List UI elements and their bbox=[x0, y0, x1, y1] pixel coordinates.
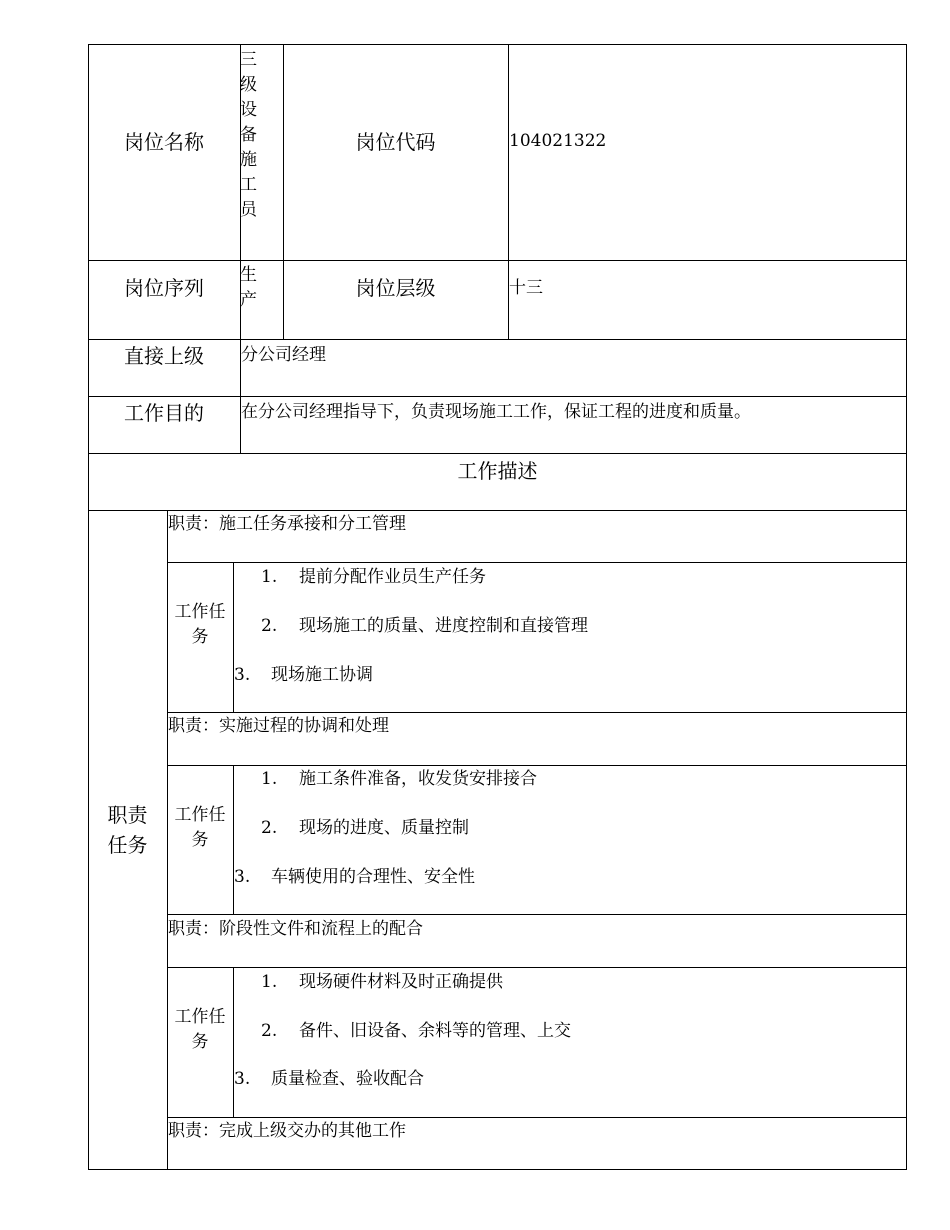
position-series-label: 岗位序列 bbox=[124, 276, 204, 300]
work-purpose-value: 在分公司经理指导下，负责现场施工工作，保证工程的进度和质量。 bbox=[241, 402, 751, 422]
duty-title: 职责：施工任务承接和分工管理 bbox=[168, 514, 406, 534]
task-item: 质量检查、验收配合 bbox=[271, 1069, 424, 1089]
task-label bbox=[167, 1005, 233, 1055]
task-item: 现场硬件材料及时正确提供 bbox=[299, 972, 503, 992]
task-label-text: 工作任务 bbox=[174, 805, 226, 850]
duty-task-label-text: 职责任务 bbox=[107, 803, 148, 857]
task-label-text: 工作任务 bbox=[174, 1007, 226, 1052]
task-number: 2. bbox=[261, 616, 278, 636]
position-level-label: 岗位层级 bbox=[355, 276, 436, 300]
task-item: 车辆使用的合理性、安全性 bbox=[271, 867, 475, 887]
task-item: 现场施工协调 bbox=[271, 665, 373, 685]
task-item: 提前分配作业员生产任务 bbox=[299, 567, 486, 587]
duty-title: 职责：阶段性文件和流程上的配合 bbox=[168, 919, 423, 939]
task-label bbox=[167, 600, 233, 650]
position-series-value: 生产 bbox=[240, 265, 257, 310]
task-number: 1. bbox=[261, 769, 278, 789]
task-item: 现场施工的质量、进度控制和直接管理 bbox=[299, 616, 588, 636]
position-level-value: 十三 bbox=[509, 278, 543, 298]
duty-task-label bbox=[88, 800, 167, 860]
task-number: 3. bbox=[234, 1069, 251, 1089]
position-name-value: 三级设备施工员 bbox=[240, 50, 257, 220]
task-number: 2. bbox=[261, 818, 278, 838]
duty-title: 职责：实施过程的协调和处理 bbox=[168, 716, 389, 736]
task-number: 3. bbox=[234, 867, 251, 887]
task-number: 1. bbox=[261, 567, 278, 587]
task-item: 现场的进度、质量控制 bbox=[299, 818, 469, 838]
task-number: 3. bbox=[234, 665, 251, 685]
task-number: 1. bbox=[261, 972, 278, 992]
work-description-title: 工作描述 bbox=[457, 459, 538, 483]
position-name-label: 岗位名称 bbox=[124, 130, 204, 154]
task-label bbox=[167, 803, 233, 853]
duty-title: 职责：完成上级交办的其他工作 bbox=[168, 1121, 406, 1141]
direct-superior-value: 分公司经理 bbox=[241, 345, 326, 365]
task-item: 施工条件准备，收发货安排接合 bbox=[299, 769, 537, 789]
position-code-label: 岗位代码 bbox=[355, 130, 436, 154]
task-item: 备件、旧设备、余料等的管理、上交 bbox=[299, 1021, 571, 1041]
position-code-value: 104021322 bbox=[509, 131, 607, 151]
task-number: 2. bbox=[261, 1021, 278, 1041]
task-label-text: 工作任务 bbox=[174, 602, 226, 647]
work-purpose-label: 工作目的 bbox=[124, 401, 204, 425]
direct-superior-label: 直接上级 bbox=[124, 344, 204, 368]
